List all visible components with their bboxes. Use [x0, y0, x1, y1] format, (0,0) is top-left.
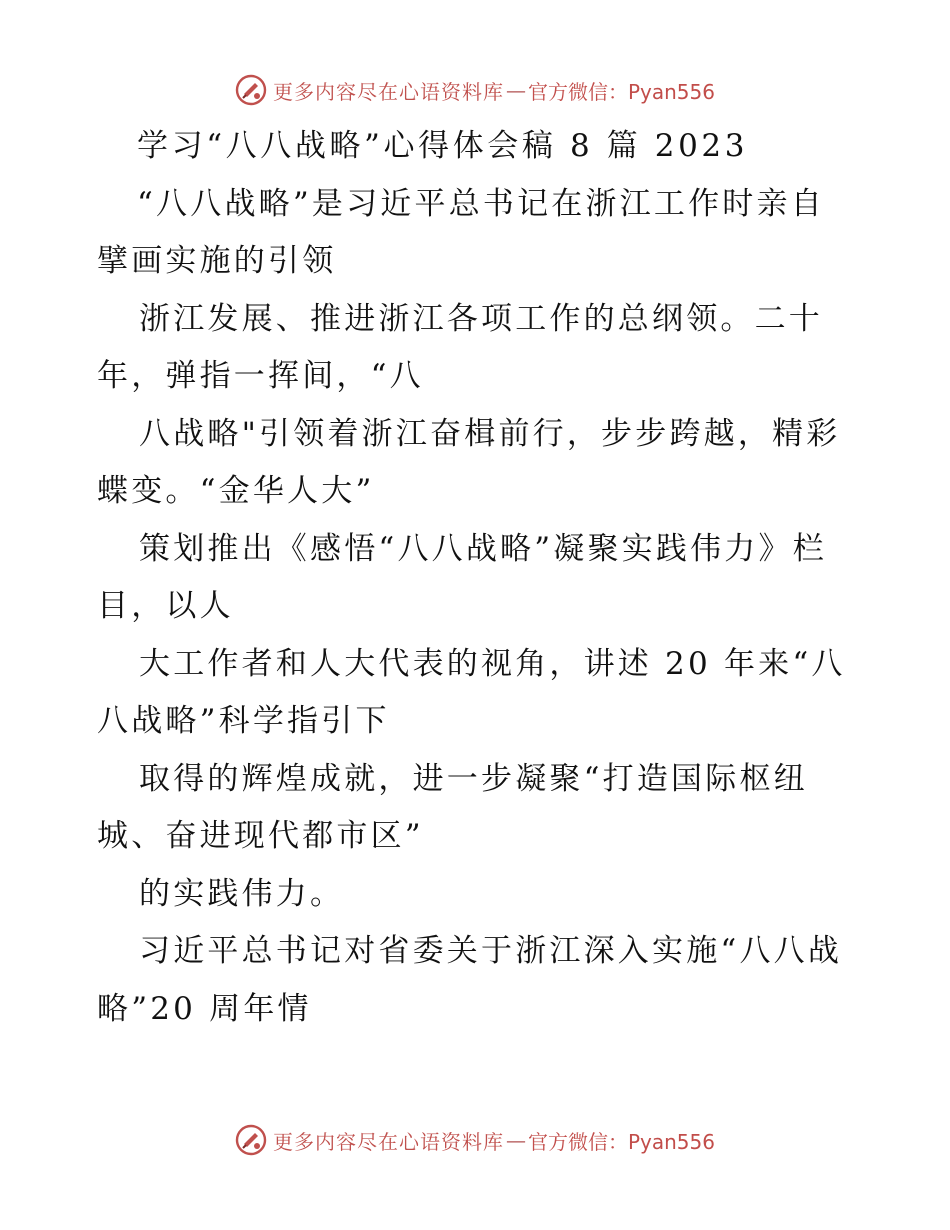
paragraph: 浙江发展、推进浙江各项工作的总纲领。二十年，弹指一挥间，“八 [97, 300, 823, 394]
book-pen-logo-icon [235, 74, 267, 106]
banner-text: 更多内容尽在心语资料库 [272, 79, 504, 104]
document-title: 学习“八八战略”心得体会稿 8 篇 2023 [137, 128, 749, 164]
paragraph: 的实践伟力。 [139, 875, 345, 912]
paragraph: 习近平总书记对省委关于浙江深入实施“八八战略”20 周年情 [97, 933, 843, 1027]
paragraph: 大工作者和人大代表的视角，讲述 20 年来“八八战略”科学指引下 [97, 645, 846, 739]
paragraph: 策划推出《感悟“八八战略”凝聚实践伟力》栏目，以人 [97, 530, 827, 624]
banner-wechat: 官方微信：Pyan556 [527, 1129, 715, 1154]
book-pen-logo-icon [235, 1124, 267, 1156]
banner-separator: — [505, 1128, 526, 1152]
footer-banner [0, 1122, 950, 1158]
paragraph: 取得的辉煌成就，进一步凝聚“打造国际枢纽城、奋进现代都市区” [97, 760, 808, 854]
banner-wechat: 官方微信：Pyan556 [527, 79, 715, 104]
banner-separator: — [505, 78, 526, 102]
document-body [97, 118, 857, 1038]
banner-text: 更多内容尽在心语资料库 [272, 1129, 504, 1154]
paragraph: 八战略"引领着浙江奋楫前行，步步跨越，精彩蝶变。“金华人大” [97, 415, 841, 509]
paragraph: “八八战略”是习近平总书记在浙江工作时亲自擘画实施的引领 [97, 185, 825, 279]
header-banner [0, 72, 950, 108]
